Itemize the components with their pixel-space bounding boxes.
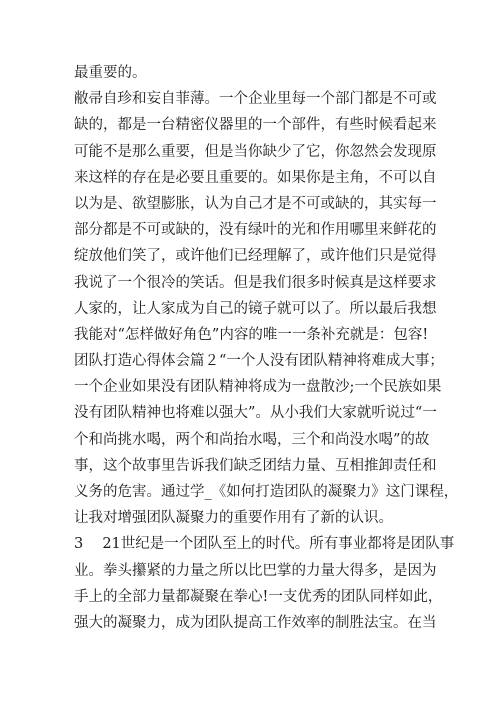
text-line: 来这样的存在是必要且重要的。如果你是主角，不可以自	[74, 169, 437, 186]
text-line: 可能不是那么重要，但是当你缺少了它，你忽然会发现原	[74, 143, 437, 160]
text-line: 缺的，都是一台精密仪器里的一个部件，有些时候看起来	[74, 117, 437, 134]
text-line: 手上的全部力量都凝聚在拳心!一支优秀的团队同样如此，	[74, 588, 443, 605]
text-line: 团队打造心得体会篇２“一个人没有团队精神将难成大事；	[74, 353, 444, 370]
text-line: 人家的，让人家成为自己的镜子就可以了。所以最后我想	[74, 300, 437, 317]
text-line: 我说了一个很冷的笑话。但是我们很多时候真是这样要求	[74, 274, 437, 291]
body-text	[74, 60, 459, 636]
text-line: 个和尚挑水喝，两个和尚抬水喝，三个和尚没水喝”的故	[74, 431, 430, 448]
text-line: 我能对“怎样做好角色”内容的唯一一条补充就是：包容!	[74, 326, 429, 343]
text-line: 以为是、欲望膨胀，认为自己才是不可或缺的，其实每一	[74, 195, 437, 212]
text-line: 部分都是不可或缺的，没有绿叶的光和作用哪里来鲜花的	[74, 222, 437, 239]
text-line: 一个企业如果没有团队精神将成为一盘散沙;一个民族如果	[74, 379, 442, 396]
text-line: 业。拳头攥紧的力量之所以比巴掌的力量大得多，是因为	[74, 562, 437, 579]
text-line: 事，这个故事里告诉我们缺乏团结力量、互相推卸责任和	[74, 457, 437, 474]
text-line: 强大的凝聚力，成为团队提高工作效率的制胜法宝。在当	[74, 614, 437, 631]
text-line: 最重要的。	[74, 65, 147, 81]
text-line: 3 21世纪是一个团队至上的时代。所有事业都将是团队事	[74, 536, 455, 553]
text-line: 义务的危害。通过学_《如何打造团队的凝聚力》这门课程，	[74, 484, 459, 500]
text-line: 敝帚自珍和妄自菲薄。一个企业里每一个部门都是不可或	[74, 91, 437, 108]
text-line: 绽放他们笑了，或许他们已经理解了，或许他们只是觉得	[74, 248, 437, 265]
text-line: 没有团队精神也将难以强大”。从小我们大家就听说过“一	[74, 405, 437, 422]
text-line: 让我对增强团队凝聚力的重要作用有了新的认识。	[74, 510, 393, 527]
